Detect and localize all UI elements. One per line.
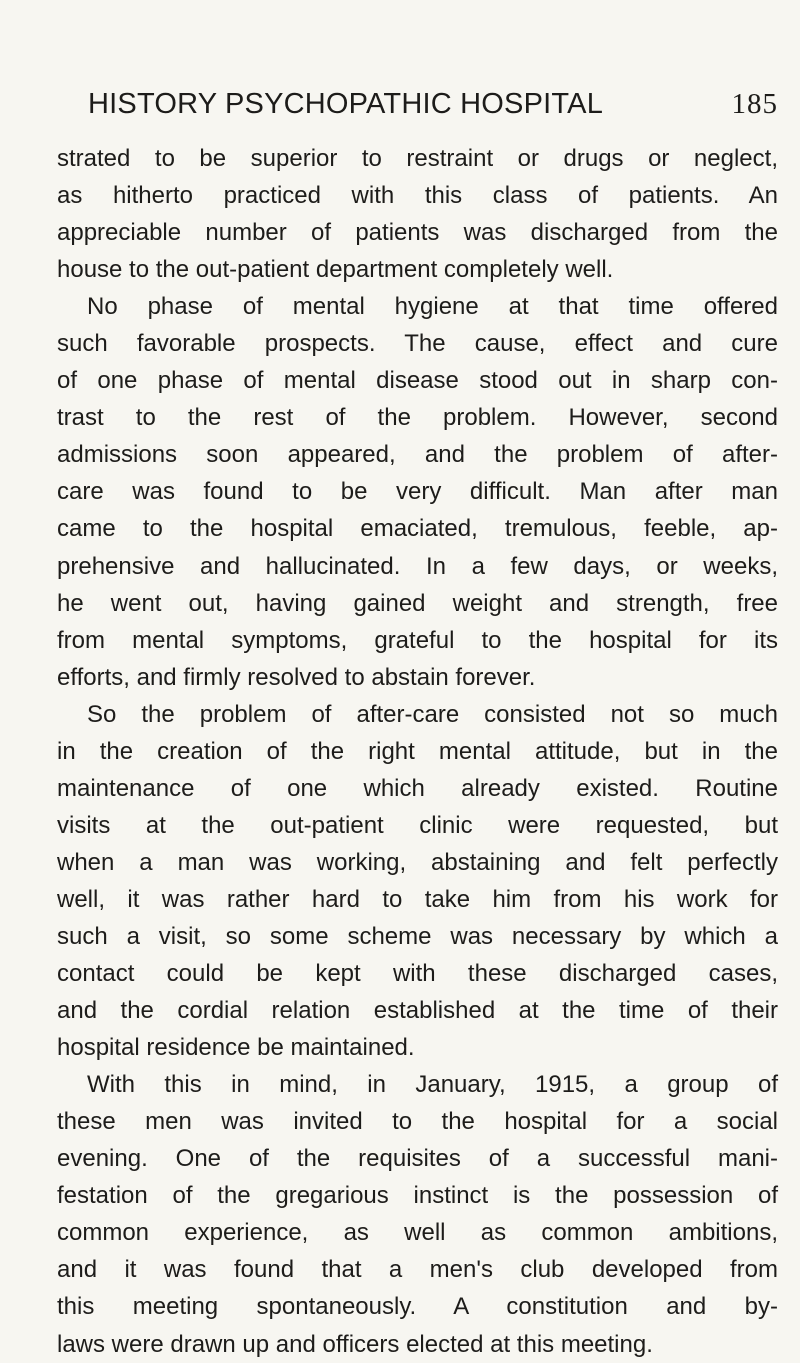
text-line: when a man was working, abstaining and felt perfectly: [57, 848, 778, 876]
text-line: well, it was rather hard to take him from his work for: [57, 885, 778, 913]
text-line: appreciable number of patients was discharged from the: [57, 219, 778, 247]
text-line: hospital residence be maintained.: [57, 1034, 415, 1062]
text-line: evening. One of the requisites of a successful mani-: [57, 1145, 778, 1173]
text-line: came to the hospital emaciated, tremulous, feeble, ap-: [57, 515, 778, 543]
text-line: visits at the out-patient clinic were requested, but: [57, 811, 778, 839]
page-number: 185: [731, 88, 778, 120]
text-line: care was found to be very difficult. Man after man: [57, 478, 778, 506]
text-line: in the creation of the right mental attitude, but in the: [57, 737, 778, 765]
text-line: So the problem of after-care consisted not so much: [87, 700, 778, 728]
text-line: common experience, as well as common ambitions,: [57, 1219, 778, 1247]
text-line: prehensive and hallucinated. In a few days, or weeks,: [57, 552, 778, 580]
text-line: house to the out-patient department completely well.: [57, 256, 614, 284]
text-line: these men was invited to the hospital for a social: [57, 1108, 778, 1136]
page-header: [88, 88, 778, 132]
text-line: as hitherto practiced with this class of patients. An: [57, 182, 778, 210]
text-line: strated to be superior to restraint or drugs or neglect,: [57, 145, 778, 172]
text-line: trast to the rest of the problem. However, second: [57, 404, 778, 432]
text-line: With this in mind, in January, 1915, a group of: [87, 1071, 778, 1099]
text-line: No phase of mental hygiene at that time offered: [87, 293, 778, 321]
text-line: from mental symptoms, grateful to the hospital for its: [57, 626, 778, 654]
text-line: contact could be kept with these discharged cases,: [57, 960, 778, 988]
text-line: maintenance of one which already existed. Routine: [57, 774, 778, 802]
text-line: such a visit, so some scheme was necessary by which a: [57, 922, 778, 950]
body-text: [57, 140, 778, 1363]
text-line: admissions soon appeared, and the problem of after-: [57, 441, 778, 469]
text-line: of one phase of mental disease stood out in sharp con-: [57, 367, 778, 395]
text-line: he went out, having gained weight and strength, free: [57, 589, 778, 617]
text-line: and the cordial relation established at the time of their: [57, 997, 778, 1025]
text-line: such favorable prospects. The cause, effect and cure: [57, 330, 778, 358]
text-line: laws were drawn up and officers elected at this meeting.: [57, 1330, 653, 1358]
text-line: efforts, and firmly resolved to abstain forever.: [57, 663, 536, 691]
text-line: this meeting spontaneously. A constitution and by-: [57, 1293, 778, 1321]
running-head: HISTORY PSYCHOPATHIC HOSPITAL: [88, 88, 604, 120]
text-line: and it was found that a men's club developed from: [57, 1256, 778, 1284]
text-line: festation of the gregarious instinct is the possession of: [57, 1182, 778, 1210]
